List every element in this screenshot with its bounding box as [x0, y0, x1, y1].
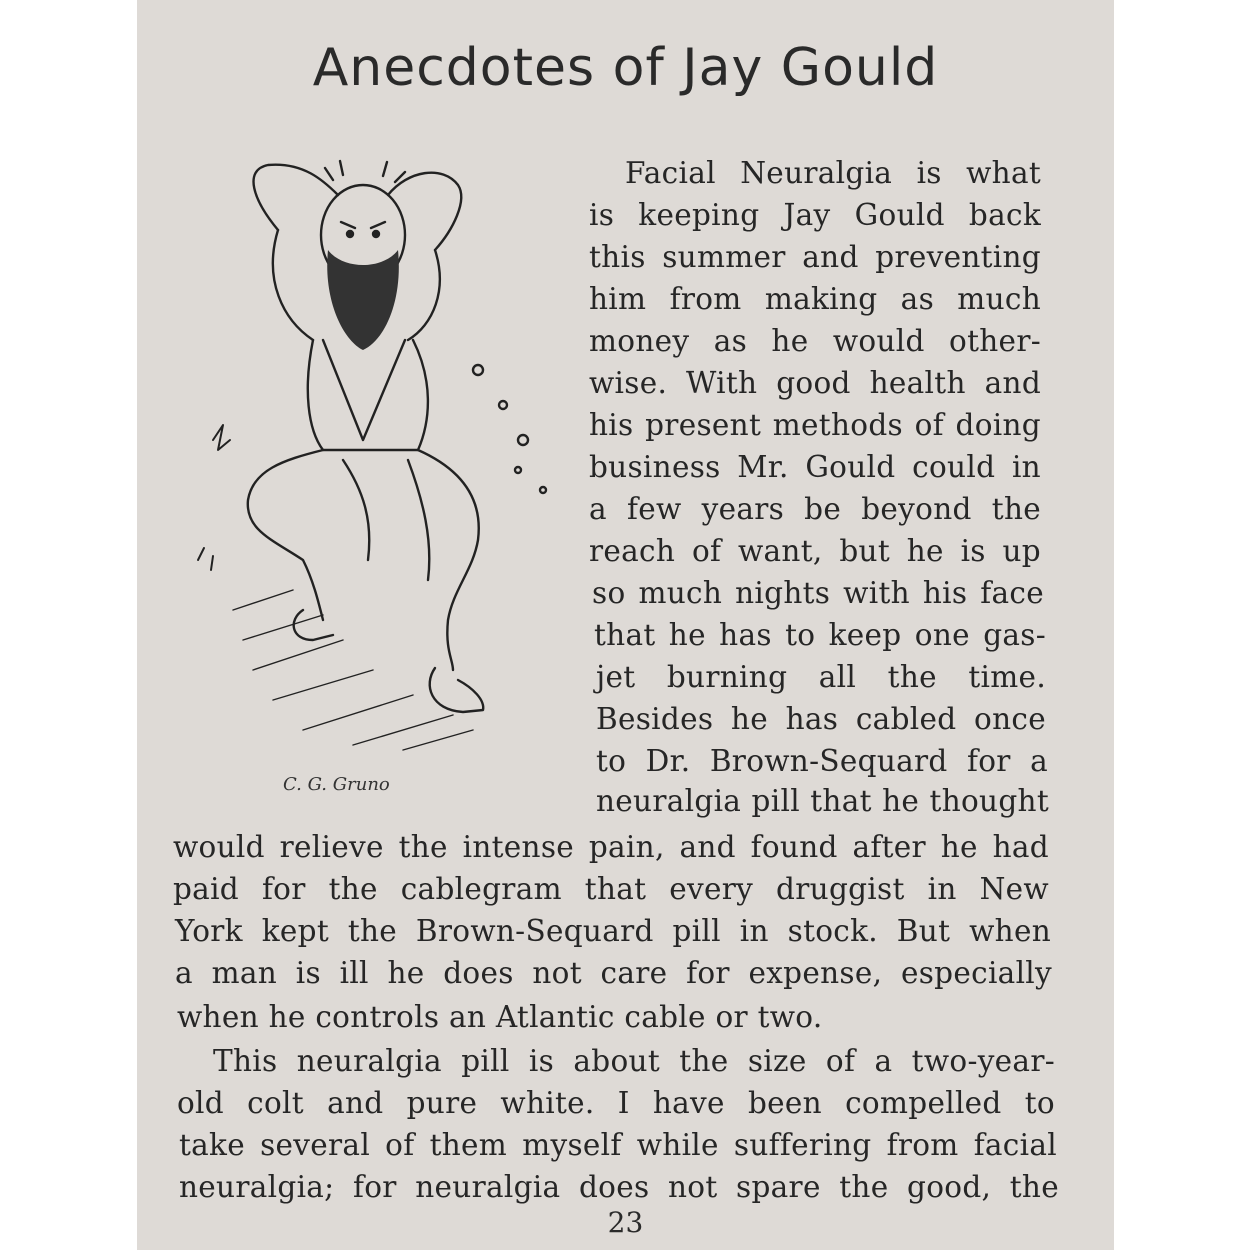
text-line: wise. With good health and — [589, 366, 1041, 400]
caricature-illustration — [173, 140, 613, 820]
text-line: his present methods of doing — [589, 408, 1041, 442]
text-line: York kept the Brown-Sequard pill in stock. But when — [175, 914, 1051, 948]
text-line: would relieve the intense pain, and found after he had — [173, 830, 1049, 864]
text-line: This neuralgia pill is about the size of a two-year- — [213, 1044, 1055, 1078]
text-line: a few years be beyond the — [589, 492, 1041, 526]
artist-signature: C. G. Gruno — [283, 774, 390, 795]
text-line: Facial Neuralgia is what — [625, 156, 1041, 190]
text-line: neuralgia pill that he thought — [596, 784, 1049, 818]
text-line: so much nights with his face — [592, 576, 1044, 610]
text-line: money as he would other- — [589, 324, 1041, 358]
text-line: when he controls an Atlantic cable or two. — [177, 1000, 823, 1034]
text-line: jet burning all the time. — [596, 660, 1046, 694]
text-line: this summer and preventing — [589, 240, 1041, 274]
page-number: 23 — [607, 1206, 644, 1239]
text-line: is keeping Jay Gould back — [589, 198, 1041, 232]
text-line: to Dr. Brown-Sequard for a — [596, 744, 1048, 778]
book-page — [137, 0, 1114, 1250]
text-line: take several of them myself while suffering from facial — [179, 1128, 1057, 1162]
text-line: neuralgia; for neuralgia does not spare the good, the — [179, 1170, 1059, 1204]
text-line: old colt and pure white. I have been compelled to — [177, 1086, 1055, 1120]
text-line: Besides he has cabled once — [596, 702, 1046, 736]
text-line: that he has to keep one gas- — [594, 618, 1046, 652]
text-line: reach of want, but he is up — [589, 534, 1041, 568]
text-line: business Mr. Gould could in — [589, 450, 1041, 484]
text-line: paid for the cablegram that every druggist in New — [173, 872, 1049, 906]
text-line: a man is ill he does not care for expense, especially — [175, 956, 1052, 990]
page-title: Anecdotes of Jay Gould — [312, 38, 939, 98]
text-line: him from making as much — [589, 282, 1041, 316]
